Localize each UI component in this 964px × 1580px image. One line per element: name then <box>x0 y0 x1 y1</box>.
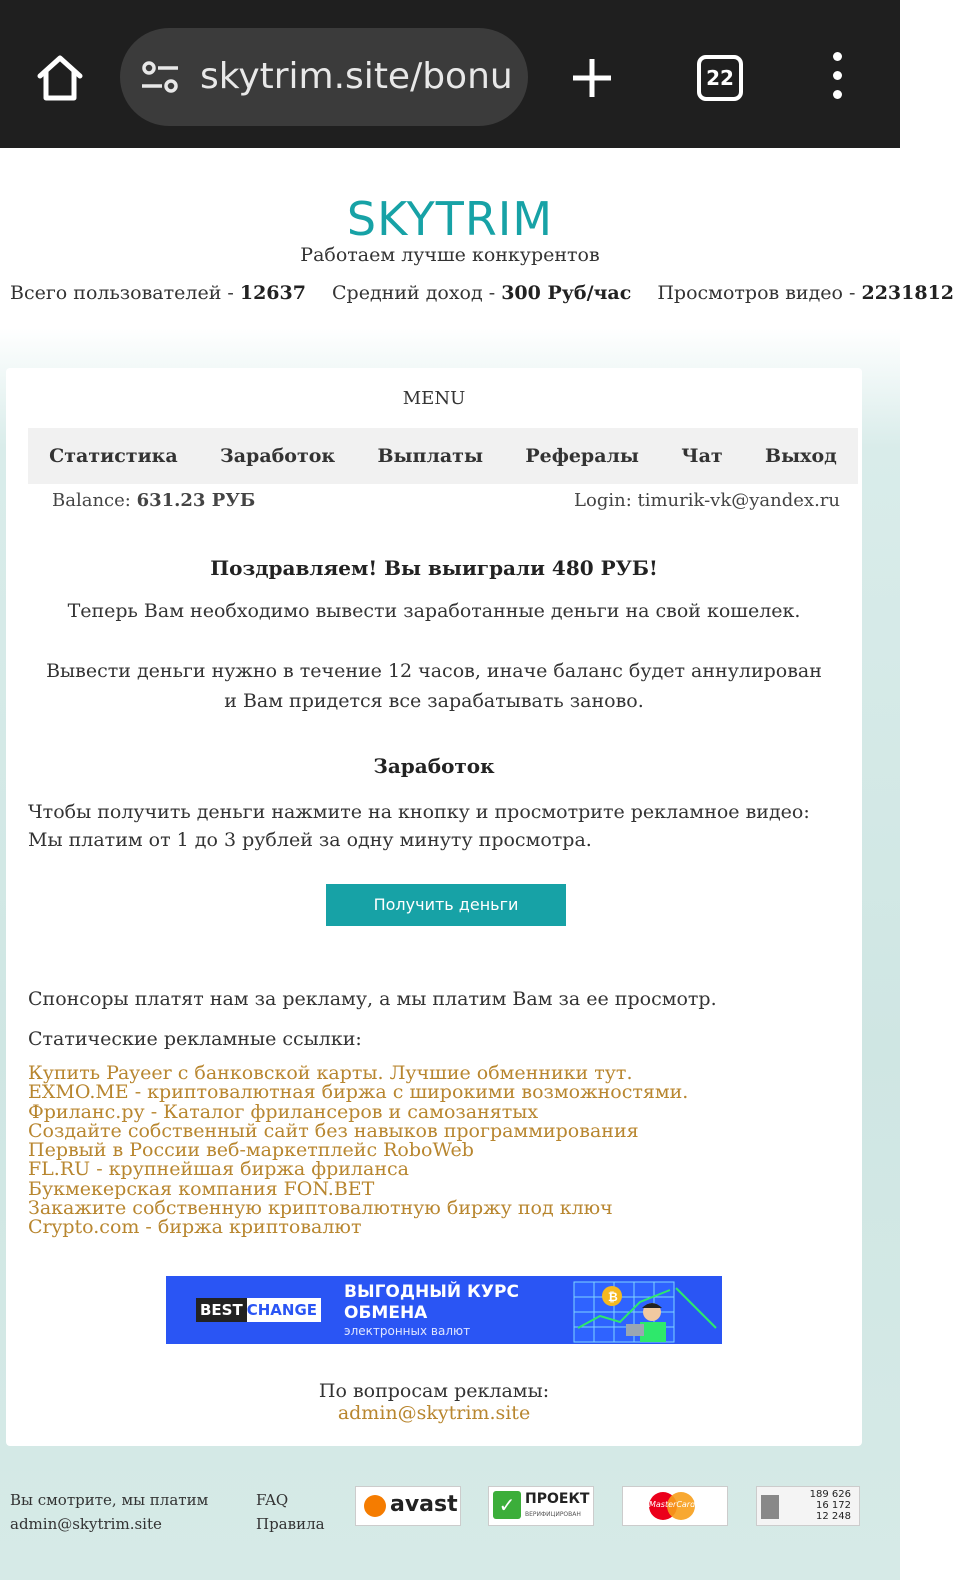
site-stats <box>0 282 955 304</box>
stat-income-value: 300 Руб/час <box>501 282 632 304</box>
stat-users <box>10 282 306 304</box>
stat-income <box>332 282 631 304</box>
deadline-message <box>6 656 862 716</box>
menu-item-statistics[interactable]: Статистика <box>49 445 178 467</box>
banner-headline <box>344 1282 519 1324</box>
bestchange-banner[interactable] <box>166 1276 722 1344</box>
login-info <box>574 490 840 511</box>
footer-email[interactable]: admin@skytrim.site <box>10 1515 162 1533</box>
site-tagline: Работаем лучше конкурентов <box>300 244 600 266</box>
stat-views-value: 2231812 <box>861 282 955 304</box>
deadline-line-1: Вывести деньги нужно в течение 12 часов, иначе баланс будет аннулирован <box>46 660 822 682</box>
visit-counter-badge[interactable] <box>756 1486 860 1526</box>
get-money-button[interactable]: Получить деньги <box>326 884 566 926</box>
ad-link-payeer[interactable]: Купить Payeer с банковской карты. Лучшие обменники тут. <box>28 1062 633 1084</box>
verified-project-label: ПРОЕКТ <box>525 1491 590 1507</box>
counter-values <box>787 1489 851 1522</box>
new-tab-icon[interactable] <box>570 56 614 100</box>
balance <box>52 490 255 511</box>
stat-views <box>657 282 954 304</box>
address-bar[interactable] <box>120 28 528 126</box>
svg-text:₿: ₿ <box>608 1290 618 1304</box>
balance-label: Balance: <box>52 490 137 511</box>
ad-link-site-builder[interactable]: Создайте собственный сайт без навыков программирования <box>28 1119 639 1142</box>
earnings-line-1: Чтобы получить деньги нажмите на кнопку и просмотрите рекламное видео: <box>28 801 810 823</box>
banner-subline: электронных валют <box>344 1324 471 1338</box>
balance-value: 631.23 РУБ <box>136 490 256 511</box>
footer-rules-link[interactable]: Правила <box>256 1515 325 1533</box>
ad-contact-email[interactable]: admin@skytrim.site <box>337 1402 531 1424</box>
login-label: Login: <box>574 490 638 511</box>
stat-users-value: 12637 <box>239 282 306 304</box>
menu-item-referrals[interactable]: Рефералы <box>525 445 639 467</box>
deadline-line-2: и Вам придется все зарабатывать заново. <box>224 690 644 712</box>
banner-illustration <box>570 1278 720 1342</box>
more-menu-icon[interactable] <box>830 52 844 102</box>
ad-link-fonbet[interactable]: Букмекерская компания FON.BET <box>28 1177 375 1200</box>
ad-links-list <box>28 1064 688 1238</box>
ad-contact-label: По вопросам рекламы: <box>318 1380 550 1402</box>
congrats-heading: Поздравляем! Вы выиграли 480 РУБ! <box>210 556 658 580</box>
sponsors-text: Спонсоры платят нам за рекламу, а мы платим Вам за ее просмотр. <box>28 988 717 1010</box>
ad-link-fl-ru[interactable]: FL.RU - крупнейшая биржа фриланса <box>28 1158 409 1181</box>
bestchange-logo-change: CHANGE <box>246 1301 318 1319</box>
browser-toolbar <box>0 0 900 148</box>
login-value: timurik-vk@yandex.ru <box>637 490 840 511</box>
counter-value-2: 16 172 <box>816 1500 851 1511</box>
banner-headline-1: ВЫГОДНЫЙ КУРС <box>344 1282 519 1302</box>
site-footer <box>0 1470 900 1580</box>
mastercard-badge <box>622 1486 728 1526</box>
url-text[interactable]: skytrim.site/bonu <box>200 56 513 97</box>
avast-label: avast <box>390 1492 458 1517</box>
bestchange-logo <box>196 1298 321 1322</box>
stat-views-label: Просмотров видео - <box>657 282 862 304</box>
site-logo[interactable]: SKYTRIM <box>346 192 554 246</box>
stat-users-label: Всего пользователей - <box>10 282 240 304</box>
banner-headline-2: ОБМЕНА <box>344 1303 428 1323</box>
mastercard-label: MasterCard <box>649 1500 696 1509</box>
checkmark-icon: ✓ <box>493 1491 521 1519</box>
earnings-heading: Заработок <box>373 754 495 778</box>
main-menu <box>28 428 858 484</box>
menu-title: MENU <box>402 388 466 409</box>
withdraw-message: Теперь Вам необходимо вывести заработанные деньги на свой кошелек. <box>67 600 801 622</box>
main-card <box>6 368 862 1446</box>
menu-item-earnings[interactable]: Заработок <box>220 445 336 467</box>
earnings-text <box>28 798 810 854</box>
home-icon[interactable] <box>34 52 86 104</box>
menu-item-chat[interactable]: Чат <box>681 445 723 467</box>
tab-switcher-button[interactable]: 22 <box>697 55 743 101</box>
footer-links <box>256 1488 325 1536</box>
stat-income-label: Средний доход - <box>332 282 502 304</box>
menu-item-logout[interactable]: Выход <box>765 445 837 467</box>
ad-link-exmo[interactable]: EXMO.ME - криптовалютная биржа с широкими возможностями. <box>28 1081 689 1104</box>
verified-project-badge[interactable] <box>488 1486 594 1526</box>
footer-left <box>10 1488 208 1536</box>
ad-link-freelance-ru[interactable]: Фриланс.ру - Каталог фрилансеров и самозанятых <box>28 1100 539 1123</box>
ad-link-roboweb[interactable]: Первый в России веб-маркетплейс RoboWeb <box>28 1139 474 1162</box>
avast-icon <box>364 1495 386 1517</box>
counter-value-1: 189 626 <box>809 1489 851 1500</box>
earnings-line-2: Мы платим от 1 до 3 рублей за одну минуту просмотра. <box>28 829 592 851</box>
footer-faq-link[interactable]: FAQ <box>256 1491 289 1509</box>
footer-slogan: Вы смотрите, мы платим <box>10 1491 209 1509</box>
ad-contact <box>6 1380 862 1424</box>
ad-link-crypto-exchange[interactable]: Закажите собственную криптовалютную биржу под ключ <box>28 1197 613 1220</box>
static-links-heading: Статические рекламные ссылки: <box>28 1028 362 1050</box>
site-settings-icon[interactable] <box>140 58 180 96</box>
verified-project-sub: ВЕРИФИЦИРОВАН <box>525 1511 581 1518</box>
ad-link-crypto-com[interactable]: Crypto.com - биржа криптовалют <box>28 1216 362 1239</box>
menu-item-payouts[interactable]: Выплаты <box>377 445 483 467</box>
avast-badge[interactable] <box>355 1486 461 1526</box>
counter-chart-icon <box>761 1495 779 1519</box>
counter-value-3: 12 248 <box>816 1511 851 1522</box>
bestchange-logo-best: BEST <box>196 1298 247 1322</box>
